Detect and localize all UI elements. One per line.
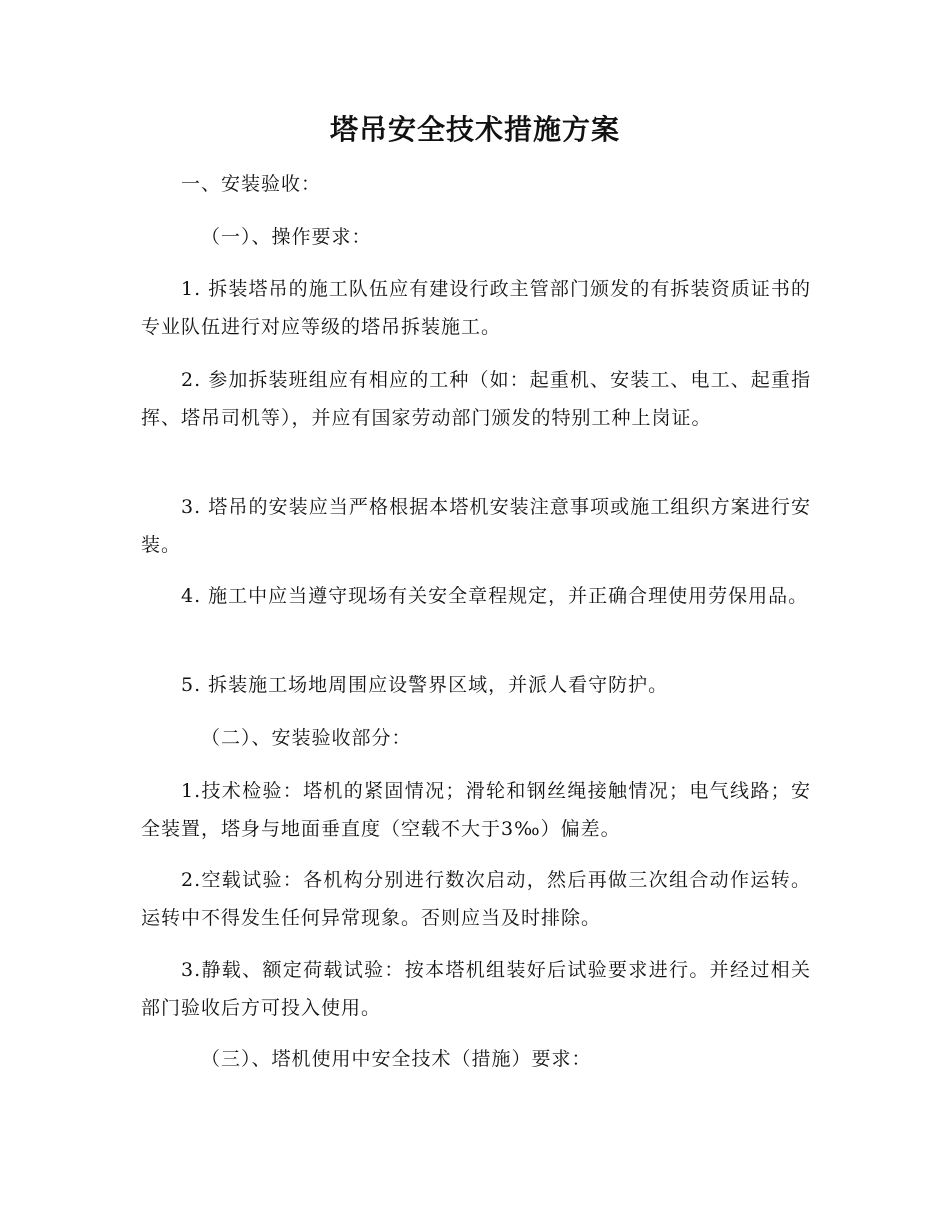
- subsection-heading-operation-requirements: （一）、操作要求：: [201, 226, 372, 248]
- paragraph-item-5: 5. 拆装施工场地周围应设警界区域，并派人看守防护。: [181, 674, 669, 696]
- paragraph-item-1: 1. 拆装塔吊的施工队伍应有建设行政主管部门颁发的有拆装资质证书的专业队伍进行对应等级的塔吊拆装施工。: [141, 278, 811, 338]
- subsection-heading-acceptance: （二）、安装验收部分：: [201, 727, 412, 749]
- paragraph-item-3: 3. 塔吊的安装应当严格根据本塔机安装注意事项或施工组织方案进行安装。: [141, 496, 811, 556]
- subsection-heading-usage-safety: （三）、塔机使用中安全技术（措施）要求：: [201, 1048, 592, 1070]
- paragraph-no-load-test: 2.空载试验：各机构分别进行数次启动，然后再做三次组合动作运转。运转中不得发生任何异常现象。否则应当及时排除。: [141, 869, 811, 929]
- section-heading-installation-acceptance: 一、安装验收：: [181, 173, 322, 195]
- paragraph-item-4: 4. 施工中应当遵守现场有关安全章程规定，并正确合理使用劳保用品。: [181, 585, 809, 607]
- paragraph-static-load-test: 3.静载、额定荷载试验：按本塔机组装好后试验要求进行。并经过相关部门验收后方可投入使用。: [141, 959, 811, 1019]
- document-title: 塔吊安全技术措施方案: [329, 113, 620, 146]
- paragraph-technical-inspection: 1.技术检验：塔机的紧固情况；滑轮和钢丝绳接触情况；电气线路；安全装置，塔身与地面垂直度（空载不大于3‰）偏差。: [141, 780, 811, 840]
- paragraph-item-2: 2. 参加拆装班组应有相应的工种（如：起重机、安装工、电工、起重指挥、塔吊司机等），并应有国家劳动部门颁发的特别工种上岗证。: [141, 369, 811, 429]
